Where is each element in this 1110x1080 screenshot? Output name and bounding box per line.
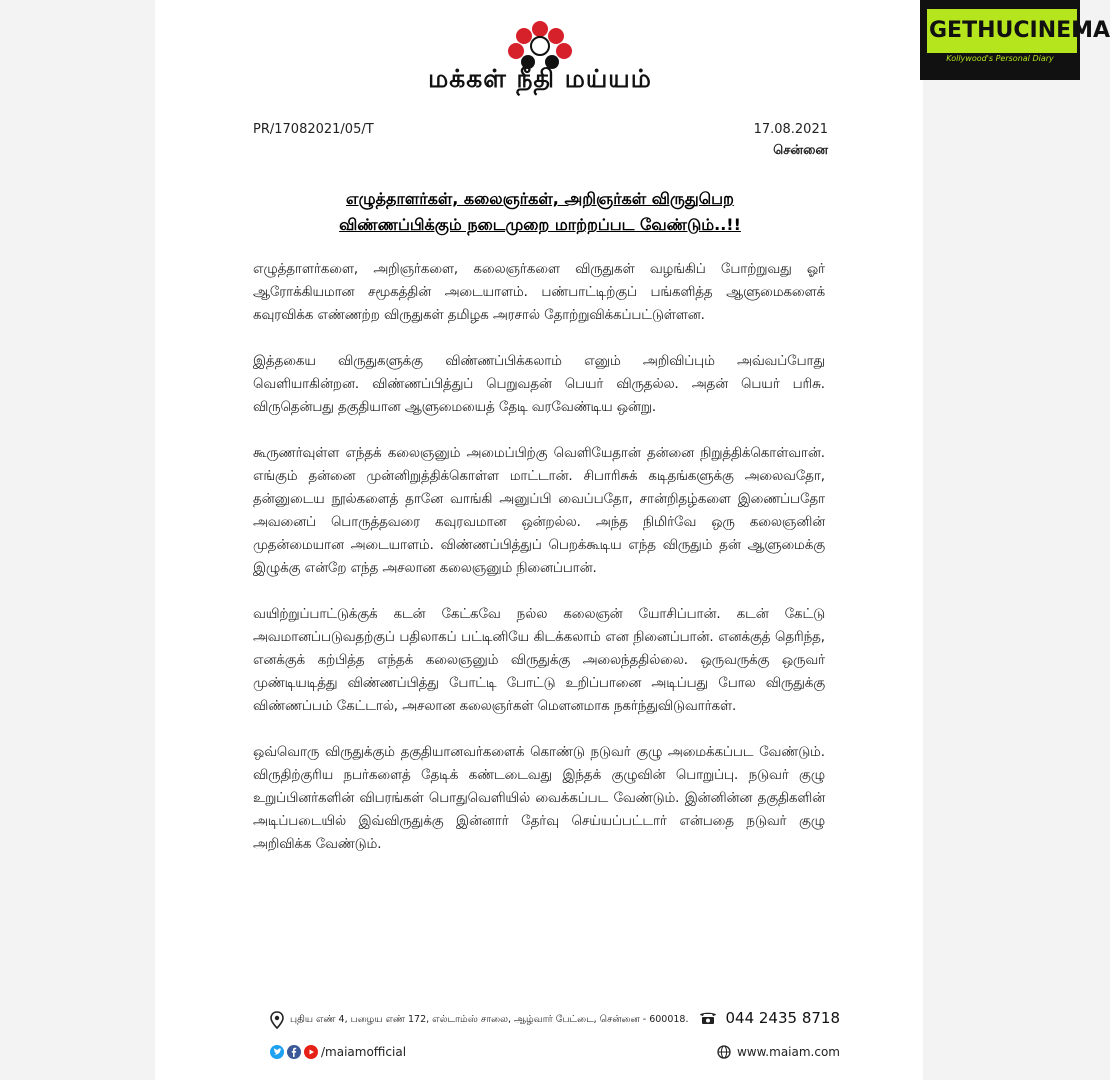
headline-line-2: விண்ணப்பிக்கும் நடைமுறை மாற்றப்பட வேண்டும்..!! bbox=[339, 215, 741, 234]
social-block bbox=[270, 1045, 406, 1059]
phone-block bbox=[699, 1009, 840, 1027]
website-block bbox=[717, 1045, 840, 1059]
paragraph-1: எழுத்தாளர்களை, அறிஞர்களை, கலைஞர்களை விருதுகள் வழங்கிப் போற்றுவது ஓர் ஆரோக்கியமான சமூகத்தின் அடையாளம். பண்பாட்டிற்குப் பங்களித்த ஆளுமைகளைக் கவுரவிக்க எண்ணற்ற விருதுகள் தமிழக அரசால் தோற்றுவிக்கப்பட்டுள்ளன. bbox=[253, 262, 825, 323]
social-handle[interactable]: /maiamofficial bbox=[321, 1045, 407, 1059]
headline bbox=[240, 186, 840, 238]
youtube-icon[interactable] bbox=[304, 1045, 318, 1059]
globe-icon bbox=[717, 1045, 731, 1059]
headline-line-1: எழுத்தாளர்கள், கலைஞர்கள், அறிஞர்கள் விருதுபெற bbox=[346, 189, 734, 208]
reference-number: PR/17082021/05/T bbox=[253, 122, 374, 137]
paragraph-5: ஒவ்வொரு விருதுக்கும் தகுதியானவர்களைக் கொண்டு நடுவர் குழு அமைக்கப்பட வேண்டும். விருதிற்குரிய நபர்களைத் தேடிக் கண்டடைவது இந்தக் குழுவின் பொறுப்பு. நடுவர் குழு உறுப்பினர்களின் விபரங்கள் பொதுவெளியில் வைக்கப்பட வேண்டும். இன்னின்ன தகுதிகளின் அடிப்படையில் இவ்விருதுக்கு இன்னார் தேர்வு செய்யப்பட்டார் என்பதை நடுவர் குழு அறிவிக்க வேண்டும். bbox=[253, 745, 825, 852]
address-text: புதிய எண் 4, பழைய எண் 172, எல்டாம்ஸ் சாலை, ஆழ்வார் பேட்டை, சென்னை - 600018. bbox=[290, 1014, 689, 1025]
paragraph-3: கூருணர்வுள்ள எந்தக் கலைஞனும் அமைப்பிற்கு வெளியேதான் தன்னை நிறுத்திக்கொள்வான். எங்கும் தன்னை முன்னிறுத்திக்கொள்ள மாட்டான். சிபாரிசுக் கடிதங்களுக்கு அலைவதோ, தன்னுடைய நூல்களைத் தானே வாங்கி அனுப்பி வைப்பதோ, சான்றிதழ்களை இணைப்பதோ அவனைப் பொருத்தவரை கவுரவமான ஒன்றல்ல. அந்த நிமிர்வே ஒரு கலைஞனின் முதன்மையான அடையாளம். விண்ணப்பித்துப் பெறக்கூடிய எந்த விருதும் தன் ஆளுமைக்கு இழுக்கு என்றே எந்த அசலான கலைஞனும் நினைப்பான். bbox=[253, 446, 825, 576]
release-date: 17.08.2021 bbox=[753, 122, 828, 137]
watermark-tagline: Kollywood's Personal Diary bbox=[946, 54, 1054, 63]
letter-footer bbox=[270, 1005, 840, 1075]
party-logo bbox=[502, 20, 578, 70]
twitter-icon[interactable] bbox=[270, 1045, 284, 1059]
watermark-badge bbox=[920, 0, 1110, 80]
release-city: சென்னை bbox=[773, 143, 828, 158]
body-text bbox=[253, 258, 825, 879]
address-block bbox=[270, 1011, 689, 1029]
paragraph-2: இத்தகைய விருதுகளுக்கு விண்ணப்பிக்கலாம் எனும் அறிவிப்பும் அவ்வப்போது வெளியாகின்றன. விண்ணப்பித்துப் பெறுவதன் பெயர் விருதல்ல. அதன் பெயர் பரிசு. விருதென்பது தகுதியான ஆளுமையைத் தேடி வரவேண்டிய ஒன்று. bbox=[253, 354, 825, 415]
location-pin-icon bbox=[270, 1011, 284, 1029]
watermark-brand: GETHUCINEMA bbox=[927, 9, 1077, 53]
paragraph-4: வயிற்றுப்பாட்டுக்குக் கடன் கேட்கவே நல்ல கலைஞன் யோசிப்பான். கடன் கேட்டு அவமானப்படுவதற்குப் பதிலாகப் பட்டினியே கிடக்கலாம் என நினைப்பான். எனக்குத் தெரிந்த, எனக்குக் கற்பித்த எந்தக் கலைஞனும் விருதுக்கு அலைந்ததில்லை. ஒருவருக்கு ஒருவர் முண்டியடித்து விண்ணப்பித்து போட்டி போட்டு உறிப்பானை அடிப்பது போல விருதுக்கு விண்ணப்பம் கேட்டால், அசலான கலைஞர்கள் மௌனமாக நகர்ந்துவிடுவார்கள். bbox=[253, 607, 825, 714]
facebook-icon[interactable] bbox=[287, 1045, 301, 1059]
telephone-icon bbox=[699, 1011, 717, 1025]
party-name: மக்கள் நீதி மய்யம் bbox=[428, 64, 652, 93]
website-url[interactable]: www.maiam.com bbox=[736, 1045, 840, 1059]
phone-number[interactable]: 044 2435 8718 bbox=[725, 1009, 840, 1027]
